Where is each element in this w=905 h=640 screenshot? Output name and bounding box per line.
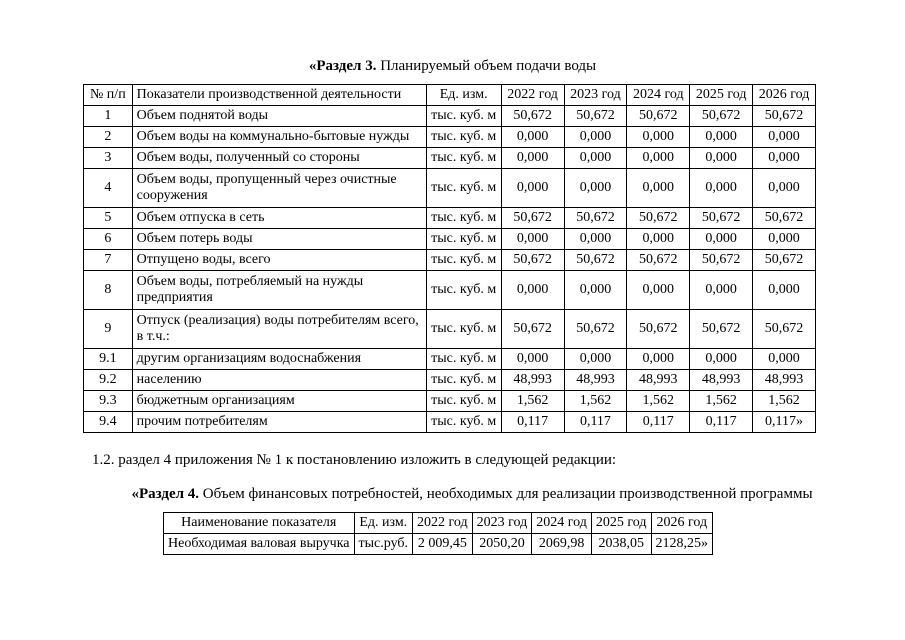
table-cell: 50,672 <box>501 208 564 229</box>
header-cell: Ед. изм. <box>426 85 501 106</box>
table-cell: 50,672 <box>690 208 753 229</box>
table-cell: 1,562 <box>627 391 690 412</box>
table-cell: 0,000 <box>564 148 627 169</box>
table-cell: 50,672 <box>627 310 690 349</box>
table-row <box>84 310 816 349</box>
table-cell: тыс. куб. м <box>426 148 501 169</box>
table-cell: 1,562 <box>690 391 753 412</box>
table-cell: 0,000 <box>501 169 564 208</box>
header-cell: 2026 год <box>753 85 816 106</box>
table-cell: 0,000 <box>627 271 690 310</box>
table-cell: 0,000 <box>564 127 627 148</box>
table-cell: 0,000 <box>501 148 564 169</box>
table-cell: 50,672 <box>564 310 627 349</box>
header-cell: Ед. изм. <box>354 513 413 534</box>
table-cell: прочим потребителям <box>132 412 426 433</box>
table-row <box>84 370 816 391</box>
paragraph-1-2: 1.2. раздел 4 приложения № 1 к постановлению изложить в следующей редакции: <box>92 452 617 468</box>
table-cell: 0,000 <box>564 271 627 310</box>
section3-title-bold: «Раздел 3. <box>308 58 377 74</box>
table-cell: 1,562 <box>753 391 816 412</box>
table-cell: 0,000 <box>753 127 816 148</box>
table-cell: 48,993 <box>501 370 564 391</box>
table-cell: другим организациям водоснабжения <box>132 349 426 370</box>
table-cell: 0,000 <box>564 349 627 370</box>
table-cell: 0,000 <box>753 148 816 169</box>
table-cell: 0,000 <box>690 271 753 310</box>
table-cell: 0,000 <box>627 349 690 370</box>
table-cell: тыс.руб. <box>354 534 413 555</box>
table-cell: 0,000 <box>690 169 753 208</box>
table-cell: 0,000 <box>501 229 564 250</box>
table-cell: 0,117 <box>690 412 753 433</box>
table-cell: 50,672 <box>690 106 753 127</box>
table-cell: Объем воды, потребляемый на нужды предприятия <box>132 271 426 310</box>
header-cell: 2023 год <box>472 513 532 534</box>
header-cell: 2025 год <box>591 513 651 534</box>
water-supply-table <box>83 84 816 433</box>
table-row <box>84 127 816 148</box>
table-row <box>84 106 816 127</box>
table-cell: 50,672 <box>627 208 690 229</box>
table-cell: 0,000 <box>753 229 816 250</box>
table-cell: тыс. куб. м <box>426 271 501 310</box>
table-cell: тыс. куб. м <box>426 169 501 208</box>
table-cell: 0,000 <box>753 271 816 310</box>
table-cell: 9.2 <box>84 370 133 391</box>
table-row <box>84 412 816 433</box>
table-cell: 0,117 <box>627 412 690 433</box>
table-row <box>84 349 816 370</box>
section3-title <box>0 57 905 75</box>
header-cell: 2022 год <box>501 85 564 106</box>
table-cell: 5 <box>84 208 133 229</box>
table-cell: 2 009,45 <box>413 534 473 555</box>
table-cell: тыс. куб. м <box>426 310 501 349</box>
table-cell: 48,993 <box>627 370 690 391</box>
table-cell: тыс. куб. м <box>426 250 501 271</box>
table-cell: 48,993 <box>690 370 753 391</box>
table-cell: Объем воды, пропущенный через очистные сооружения <box>132 169 426 208</box>
table-cell: 0,000 <box>690 148 753 169</box>
table-cell: 8 <box>84 271 133 310</box>
table-row <box>164 534 713 555</box>
table-header-row <box>84 85 816 106</box>
header-cell: 2022 год <box>413 513 473 534</box>
table-row <box>84 208 816 229</box>
table-cell: 9.3 <box>84 391 133 412</box>
table-cell: 1,562 <box>564 391 627 412</box>
table-cell: 0,000 <box>564 229 627 250</box>
table-cell: 2050,20 <box>472 534 532 555</box>
table-cell: 50,672 <box>627 250 690 271</box>
table-cell: 0,000 <box>690 349 753 370</box>
table-cell: 0,000 <box>564 169 627 208</box>
table-cell: 0,000 <box>753 349 816 370</box>
table-row <box>84 148 816 169</box>
table-header-row <box>164 513 713 534</box>
table-cell: 50,672 <box>690 250 753 271</box>
table-cell: Отпуск (реализация) воды потребителям всего, в т.ч.: <box>132 310 426 349</box>
header-cell: 2024 год <box>532 513 592 534</box>
table-cell: тыс. куб. м <box>426 106 501 127</box>
table-row <box>84 391 816 412</box>
financial-needs-table <box>163 512 713 555</box>
header-cell: 2024 год <box>627 85 690 106</box>
section4-title-bold: «Раздел 4. <box>131 486 200 502</box>
table-cell: 0,000 <box>501 271 564 310</box>
table-cell: Необходимая валовая выручка <box>164 534 355 555</box>
table-cell: тыс. куб. м <box>426 370 501 391</box>
table-cell: Отпущено воды, всего <box>132 250 426 271</box>
table-cell: населению <box>132 370 426 391</box>
section3-title-rest: Планируемый объем подачи воды <box>376 58 597 74</box>
table-cell: 2128,25» <box>651 534 713 555</box>
header-cell: 2025 год <box>690 85 753 106</box>
table-cell: 0,000 <box>627 148 690 169</box>
table-cell: Объем воды на коммунально-бытовые нужды <box>132 127 426 148</box>
table-cell: 1,562 <box>501 391 564 412</box>
table-cell: 9.4 <box>84 412 133 433</box>
table-cell: 0,000 <box>627 127 690 148</box>
table-cell: 9.1 <box>84 349 133 370</box>
table-cell: тыс. куб. м <box>426 349 501 370</box>
table-cell: 0,000 <box>627 169 690 208</box>
table-cell: 2 <box>84 127 133 148</box>
header-cell: Показатели производственной деятельности <box>132 85 426 106</box>
table-cell: 2038,05 <box>591 534 651 555</box>
header-cell: 2026 год <box>651 513 713 534</box>
table-cell: Объем отпуска в сеть <box>132 208 426 229</box>
header-cell: 2023 год <box>564 85 627 106</box>
header-cell: Наименование показателя <box>164 513 355 534</box>
table-cell: 50,672 <box>627 106 690 127</box>
table-cell: 48,993 <box>564 370 627 391</box>
table-cell: 48,993 <box>753 370 816 391</box>
table-cell: 50,672 <box>753 106 816 127</box>
table-cell: Объем потерь воды <box>132 229 426 250</box>
table-cell: 50,672 <box>501 106 564 127</box>
table-cell: Объем воды, полученный со стороны <box>132 148 426 169</box>
table-cell: 0,000 <box>690 127 753 148</box>
table-cell: 0,117 <box>501 412 564 433</box>
table-cell: 0,000 <box>753 169 816 208</box>
table-cell: 0,000 <box>501 127 564 148</box>
table-cell: тыс. куб. м <box>426 229 501 250</box>
table-cell: 50,672 <box>564 250 627 271</box>
table-cell: 9 <box>84 310 133 349</box>
table-cell: тыс. куб. м <box>426 208 501 229</box>
table-cell: 0,000 <box>501 349 564 370</box>
table-cell: 50,672 <box>564 208 627 229</box>
table-cell: 6 <box>84 229 133 250</box>
table-cell: 0,000 <box>690 229 753 250</box>
table-cell: 50,672 <box>753 208 816 229</box>
table-cell: 0,117 <box>564 412 627 433</box>
table-cell: 2069,98 <box>532 534 592 555</box>
table-cell: 0,000 <box>627 229 690 250</box>
table-cell: 50,672 <box>564 106 627 127</box>
table-cell: 3 <box>84 148 133 169</box>
table-row <box>84 250 816 271</box>
header-cell: № п/п <box>84 85 133 106</box>
table-cell: Объем поднятой воды <box>132 106 426 127</box>
table-cell: тыс. куб. м <box>426 127 501 148</box>
section4-title <box>0 485 905 503</box>
table-cell: 50,672 <box>690 310 753 349</box>
table-cell: 50,672 <box>753 310 816 349</box>
table-cell: 50,672 <box>501 250 564 271</box>
table-cell: 50,672 <box>753 250 816 271</box>
table-cell: 50,672 <box>501 310 564 349</box>
table-cell: бюджетным организациям <box>132 391 426 412</box>
table-cell: 0,117» <box>753 412 816 433</box>
table-cell: тыс. куб. м <box>426 391 501 412</box>
section4-title-rest: Объем финансовых потребностей, необходимых для реализации производственной программы <box>199 486 813 502</box>
table-cell: 4 <box>84 169 133 208</box>
table-cell: тыс. куб. м <box>426 412 501 433</box>
table-row <box>84 271 816 310</box>
table-cell: 7 <box>84 250 133 271</box>
table-row <box>84 229 816 250</box>
table-cell: 1 <box>84 106 133 127</box>
table-row <box>84 169 816 208</box>
